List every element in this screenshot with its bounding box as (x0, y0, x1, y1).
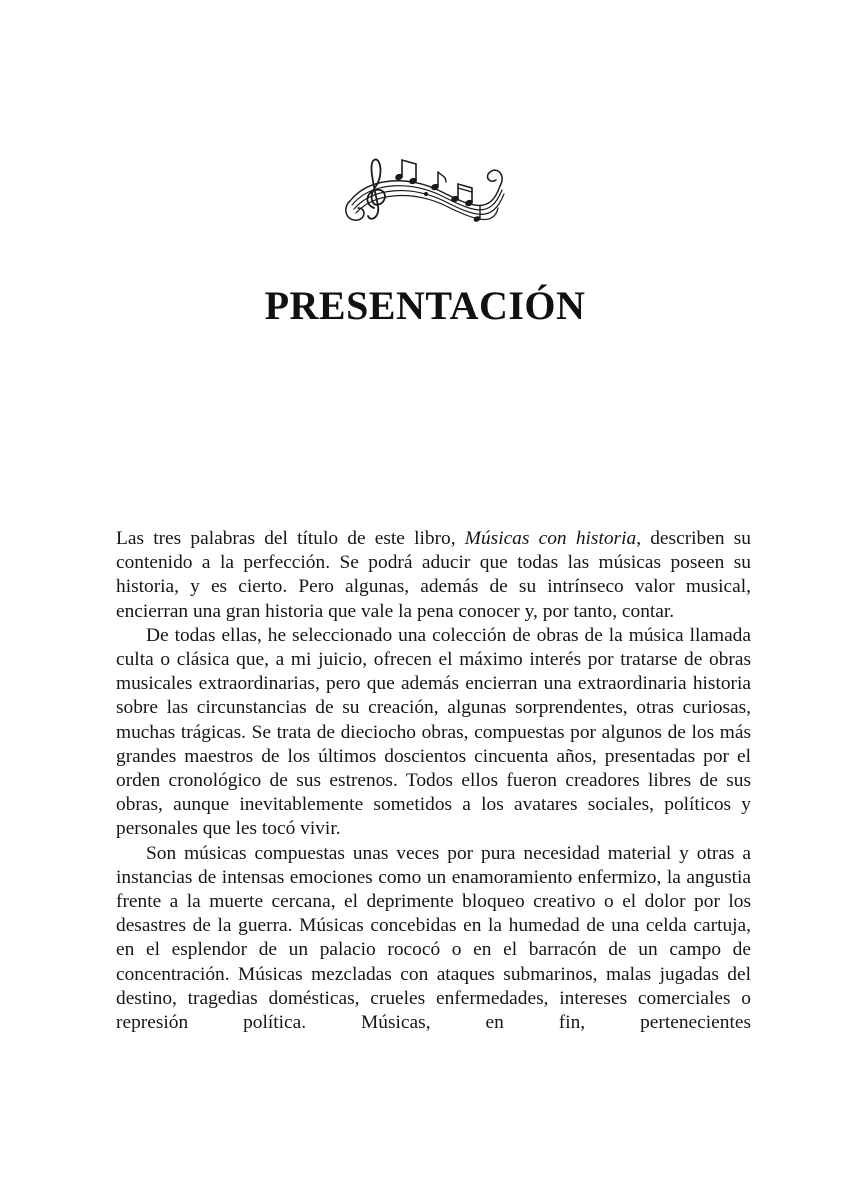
music-notes-ornament-icon (340, 146, 510, 230)
chapter-title: PRESENTACIÓN (264, 283, 586, 328)
paragraph-1-intro: Las tres palabras del título de este libro, (116, 528, 465, 549)
paragraph-1 (116, 527, 751, 624)
paragraph-1-rest: , describen su contenido a la perfección. Se podrá aducir que todas las músicas poseen su historia, y es cierto. Pero algunas, además de su intrínseco valor musical, encierran una gran historia que vale la pena conocer y, por tanto, contar. (116, 528, 751, 622)
paragraph-3: Son músicas compuestas unas veces por pura necesidad material y otras a instancias de intensas emociones como un enamoramiento enfermizo, la angustia frente a la muerte cercana, el deprimente bloqueo creativo o el dolor por los desastres de la guerra. Músicas concebidas en la humedad de una celda cartuja, en el esplendor de un palacio rococó o en el barracón de un campo de concentración. Músicas mezcladas con ataques submarinos, malas jugadas del destino, tragedias domésticas, crueles enfermedades, intereses comerciales o represión política. Músicas, en fin, pertenecientes (116, 842, 751, 1034)
paragraph-2: De todas ellas, he seleccionado una colección de obras de la música llamada culta o clásica que, a mi juicio, ofrecen el máximo interés por tratarse de obras musicales extraordinarias, pero que además encierran una extraordinaria historia sobre las circunstancias de su creación, algunas sorprendentes, otras curiosas, muchas trágicas. Se trata de dieciocho obras, compuestas por algunos de los más grandes maestros de los últimos doscientos cincuenta años, presentadas por el orden cronológico de sus estrenos. Todos ellos fueron creadores libres de sus obras, aunque inevitablemente sometidos a los avatares sociales, políticos y personales que les tocó vivir. (116, 624, 751, 840)
body-text (116, 527, 751, 1035)
book-title-italic: Músicas con historia (464, 528, 637, 549)
